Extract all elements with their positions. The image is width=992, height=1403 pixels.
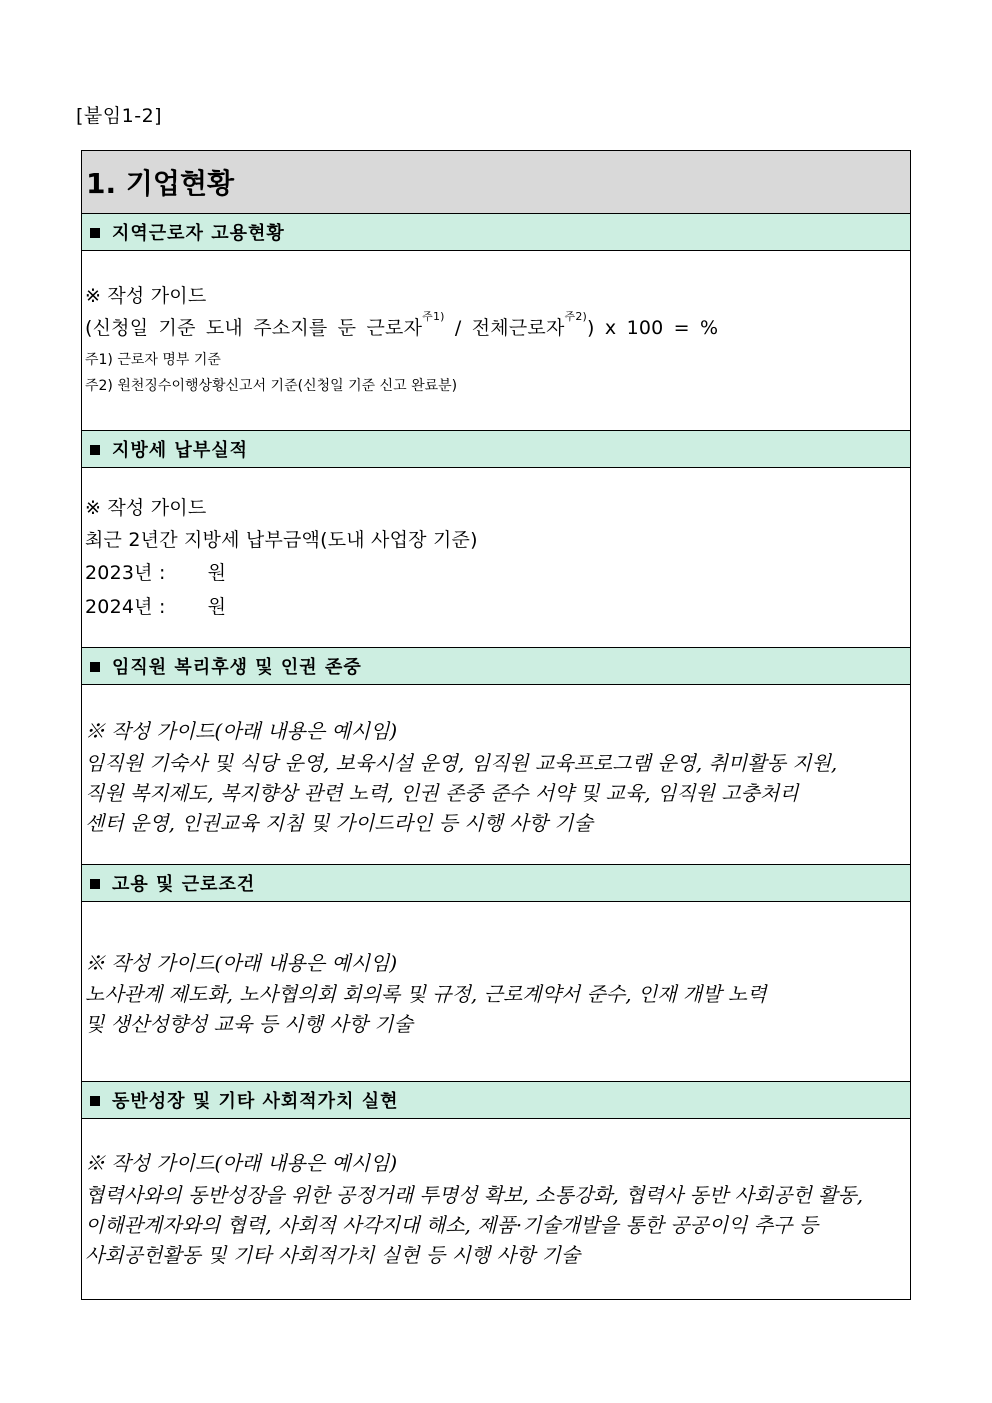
- section-body-welfare[interactable]: [82, 685, 910, 865]
- section-heading-shared-growth: [82, 1082, 910, 1119]
- footnote-ref-1: 주1): [422, 310, 445, 323]
- employment-formula: (신청일 기준 도내 주소지를 둔 근로자$^{주1)}$ / 전체근로자$^{주2)}$) x 100 = %: [85, 310, 719, 339]
- section-heading-text: 임직원 복리후생 및 인권 존중: [112, 657, 362, 678]
- form-title: 1. 기업현황: [82, 151, 910, 214]
- section-heading-employment: [82, 214, 910, 251]
- footnote-2: 주2) 원천징수이행상황신고서 기준(신청일 기준 신고 완료분): [85, 378, 458, 394]
- section-heading-labor: [82, 865, 910, 902]
- attachment-label: [붙임1-2]: [76, 105, 163, 127]
- square-bullet-icon: [90, 1096, 100, 1106]
- guide-line: 협력사와의 동반성장을 위한 공정거래 투명성 확보, 소통강화, 협력사 동반 사회공헌 활동,: [85, 1183, 864, 1207]
- company-status-form: [81, 150, 911, 1300]
- section-heading-local-tax: [82, 431, 910, 468]
- square-bullet-icon: [90, 879, 100, 889]
- guide-label: ※ 작성 가이드: [85, 497, 207, 519]
- guide-line: 이해관계자와의 협력, 사회적 사각지대 해소, 제품·기술개발을 통한 공공이익 추구 등: [85, 1213, 819, 1237]
- tax-2024-row: 2024년 : 원: [85, 596, 227, 618]
- section-heading-welfare: [82, 648, 910, 685]
- guide-label: ※ 작성 가이드(아래 내용은 예시임): [85, 1151, 398, 1175]
- guide-line: 임직원 기숙사 및 식당 운영, 보육시설 운영, 임직원 교육프로그램 운영, 취미활동 지원,: [85, 751, 838, 775]
- guide-line: 노사관계 제도화, 노사협의회 회의록 및 규정, 근로계약서 준수, 인재 개발 노력: [85, 982, 767, 1006]
- square-bullet-icon: [90, 662, 100, 672]
- guide-label: ※ 작성 가이드(아래 내용은 예시임): [85, 951, 398, 975]
- guide-line: 센터 운영, 인권교육 지침 및 가이드라인 등 시행 사항 기술: [85, 811, 593, 835]
- section-heading-text: 동반성장 및 기타 사회적가치 실현: [112, 1091, 399, 1112]
- local-tax-description: 최근 2년간 지방세 납부금액(도내 사업장 기준): [85, 529, 478, 551]
- section-body-labor[interactable]: [82, 902, 910, 1082]
- square-bullet-icon: [90, 228, 100, 238]
- section-heading-text: 지역근로자 고용현황: [112, 223, 285, 244]
- guide-line: 사회공헌활동 및 기타 사회적가치 실현 등 시행 사항 기술: [85, 1243, 581, 1267]
- section-body-employment[interactable]: [82, 251, 910, 431]
- section-heading-text: 지방세 납부실적: [112, 440, 248, 461]
- tax-2023-row: 2023년 : 원: [85, 562, 227, 584]
- section-body-local-tax[interactable]: [82, 468, 910, 648]
- guide-line: 직원 복지제도, 복지향상 관련 노력, 인권 존중 준수 서약 및 교육, 임직원 고충처리: [85, 781, 799, 805]
- section-body-shared-growth[interactable]: [82, 1119, 910, 1299]
- guide-line: 및 생산성향성 교육 등 시행 사항 기술: [85, 1012, 413, 1036]
- footnote-1: 주1) 근로자 명부 기준: [85, 352, 221, 368]
- square-bullet-icon: [90, 445, 100, 455]
- footnote-ref-2: 주2): [564, 310, 588, 323]
- guide-label: ※ 작성 가이드(아래 내용은 예시임): [85, 719, 398, 743]
- section-heading-text: 고용 및 근로조건: [112, 874, 256, 895]
- guide-label: ※ 작성 가이드: [85, 285, 207, 307]
